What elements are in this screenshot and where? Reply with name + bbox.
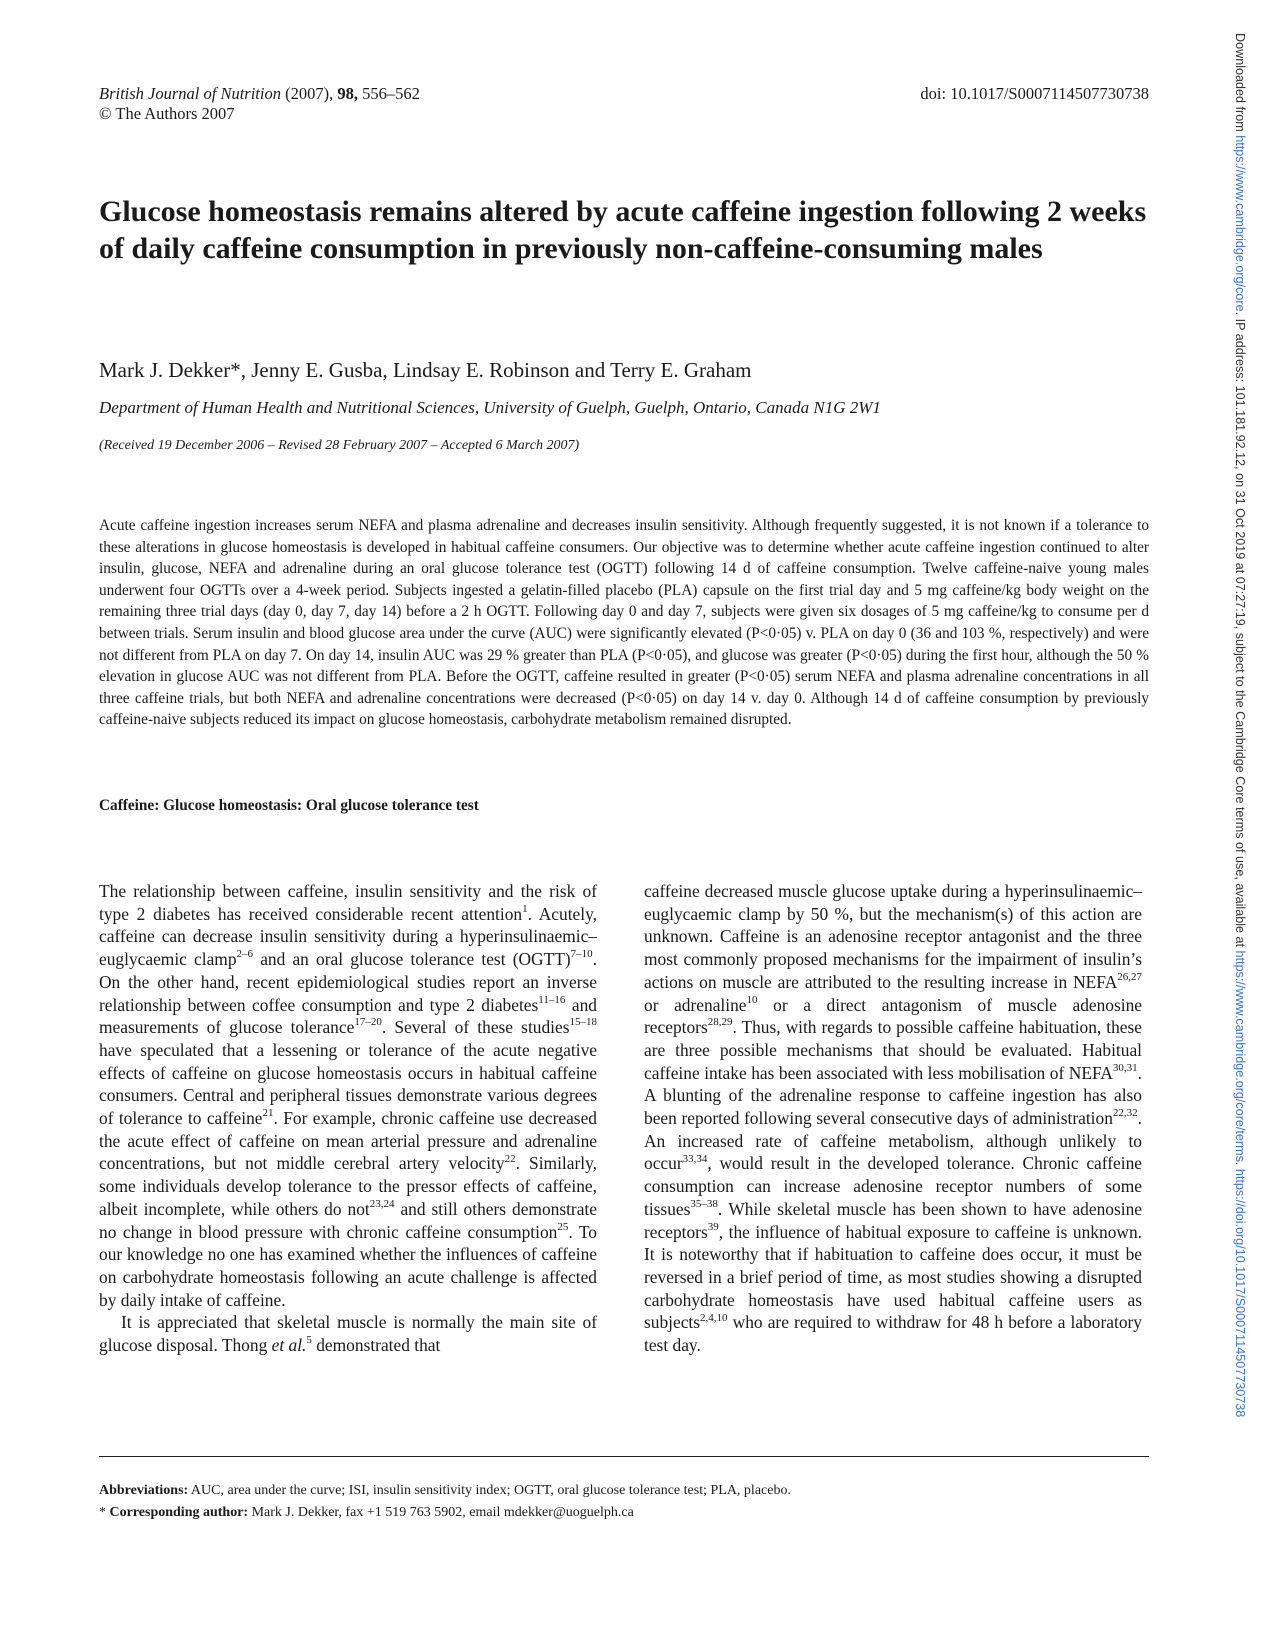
text-run: demonstrated that: [311, 1335, 441, 1356]
text-run: and an oral glucose tolerance test (OGTT): [253, 949, 571, 970]
journal-citation: [99, 84, 420, 124]
abstract: Acute caffeine ingestion increases serum NEFA and plasma adrenaline and decreases insulin sensitivity. Although frequently suggested, it is not known if a tolerance to these alterations in glucose homeostasis is developed in habitual caffeine consumers. Our objective was to determine whether acute caffeine ingestion continued to alter insulin, glucose, NEFA and adrenaline during an oral glucose tolerance test (OGTT) following 14 d of caffeine consumption. Twelve caffeine-naive young males underwent four OGTTs over a 4-week period. Subjects ingested a gelatin-filled placebo (PLA) capsule on the first trial day and 5 mg caffeine/kg body weight on the remaining three trial days (day 0, day 7, day 14) before a 2 h OGTT. Following day 0 and day 7, subjects were given six dosages of 5 mg caffeine/kg to consume per d between trials. Serum insulin and blood glucose area under the curve (AUC) were significantly elevated (P<0·05) v. PLA on day 0 (36 and 103 %, respectively) and were not different from PLA on day 7. On day 14, insulin AUC was 29 % greater than PLA (P<0·05), and glucose was greater (P<0·05) during the first hour, although the 50 % elevation in glucose AUC was not different from PLA. Before the OGTT, caffeine resulted in greater (P<0·05) serum NEFA and plasma adrenaline concentrations in all three caffeine trials, but both NEFA and adrenaline concentrations were decreased (P<0·05) on day 14 v. day 0. Although 14 d of caffeine consumption by previously caffeine-naive subjects reduced its impact on glucose homeostasis, carbohydrate metabolism remained disrupted.: [99, 517, 1149, 729]
citation-superscript: 17–20: [354, 1016, 382, 1029]
terms-link[interactable]: https://www.cambridge.org/core/terms: [1233, 950, 1247, 1162]
text-run: . A blunting of the adrenaline response to caffeine ingestion has also been reported following several consecutive days of administration: [644, 1062, 1142, 1129]
text-run: . Several of these studies: [381, 1017, 570, 1038]
citation-superscript: 2,4,10: [700, 1311, 728, 1324]
citation-superscript: 11–16: [538, 993, 566, 1006]
corresponding-text: Mark J. Dekker, fax +1 519 763 5902, email mdekker@uoguelph.ca: [248, 1505, 634, 1520]
citation-superscript: 30,31: [1112, 1061, 1138, 1074]
citation-superscript: 26,27: [1117, 971, 1142, 984]
body-column-right: [644, 880, 1142, 1357]
journal-year: (2007),: [285, 84, 334, 103]
footnote-divider: [99, 1456, 1149, 1457]
citation-superscript: 25: [557, 1220, 569, 1233]
text-run: who are required to withdraw for 48 h before a laboratory test day.: [644, 1312, 1142, 1356]
keywords: Caffeine: Glucose homeostasis: Oral glucose tolerance test: [99, 797, 479, 814]
text-run: and measurements of glucose tolerance: [99, 994, 597, 1038]
intro-paragraph-1: [99, 880, 597, 1311]
download-sidebar: [1229, 33, 1251, 1543]
citation-superscript: 1: [522, 902, 528, 915]
text-run: It is appreciated that skeletal muscle is normally the main site of glucose disposal. Thong: [99, 1312, 597, 1356]
doi: doi: 10.1017/S0007114507730738: [920, 84, 1149, 103]
corresponding-label: Corresponding author:: [109, 1505, 249, 1520]
citation-superscript: 2–6: [236, 948, 254, 961]
text-run: . Acutely, caffeine can decrease insulin sensitivity during a hyperinsulinaemic–euglycaemic clamp: [99, 903, 597, 970]
text-run: . An increased rate of caffeine metabolism, although unlikely to occur: [644, 1108, 1142, 1174]
text-run: . Thus, with regards to possible caffeine habituation, these are three possible mechanisms that should be evaluated. Habitual caffeine intake has been associated with less mobilisation of NEFA: [644, 1017, 1142, 1083]
intro-paragraph-3: [644, 880, 1142, 1357]
text-run: and still others demonstrate no change in blood pressure with chronic caffeine consumption: [99, 1198, 597, 1242]
download-notice: [1229, 33, 1251, 1417]
article-title: Glucose homeostasis remains altered by acute caffeine ingestion following 2 weeks of daily caffeine consumption in previously non-caffeine-consuming males: [99, 195, 1147, 265]
text-run: or adrenaline: [644, 994, 747, 1015]
download-sep: .: [1233, 1161, 1247, 1169]
received-dates: (Received 19 December 2006 – Revised 28 February 2007 – Accepted 6 March 2007): [99, 438, 580, 453]
abbreviations-label: Abbreviations:: [99, 1483, 189, 1498]
intro-paragraph-2: [99, 1311, 597, 1356]
text-run: or a direct antagonism of muscle adenosine receptors: [644, 994, 1143, 1038]
citation-superscript: 28,29: [707, 1016, 733, 1029]
corresponding-star: *: [99, 1505, 110, 1520]
citation-superscript: 10: [746, 993, 758, 1006]
citation-superscript: 22: [504, 1152, 516, 1165]
journal-pages: 556–562: [362, 84, 420, 103]
citation-superscript: 5: [306, 1334, 312, 1347]
citation-superscript: 39: [707, 1220, 719, 1233]
italic-text: et al.: [271, 1335, 307, 1356]
abbreviations-footnote: [99, 1482, 791, 1500]
text-run: . For example, chronic caffeine use decreased the acute effect of caffeine on mean arterial pressure and adrenaline concentrations, but not middle cerebral artery velocity: [99, 1108, 597, 1174]
text-run: , would result in the developed tolerance. Chronic caffeine consumption can increase adenosine receptor numbers of some tissues: [644, 1153, 1142, 1219]
citation-superscript: 22,32: [1112, 1107, 1138, 1120]
text-run: . On the other hand, recent epidemiological studies report an inverse relationship between coffee consumption and type 2 diabetes: [99, 949, 597, 1015]
text-run: , the influence of habitual exposure to caffeine is unknown. It is noteworthy that if habituation to caffeine does occur, it must be reversed in a brief period of time, as most studies showing a disrupted carbohydrate homeostasis have used habitual caffeine users as subjects: [644, 1221, 1142, 1333]
cambridge-core-link[interactable]: https://www.cambridge.org/core: [1233, 135, 1247, 312]
doi-link[interactable]: https://doi.org/10.1017/S0007114507730738: [1233, 1168, 1247, 1418]
citation-superscript: 7–10: [570, 948, 593, 961]
download-prefix: Downloaded from: [1233, 33, 1247, 136]
citation-superscript: 23,24: [369, 1198, 395, 1211]
text-run: . To our knowledge no one has examined whether the influences of caffeine on carbohydrate homeostasis following an acute challenge is affected by daily intake of caffeine.: [99, 1221, 598, 1310]
abbreviations-text: AUC, area under the curve; ISI, insulin sensitivity index; OGTT, oral glucose tolerance test; PLA, placebo.: [188, 1483, 791, 1498]
citation-superscript: 21: [262, 1107, 274, 1120]
copyright: © The Authors 2007: [99, 104, 235, 123]
download-middle: . IP address: 101.181.92.12, on 31 Oct 2019 at 07:27:19, subject to the Cambridge Core terms of use, available at: [1233, 311, 1247, 951]
citation-superscript: 35–38: [690, 1198, 718, 1211]
author-list: Mark J. Dekker*, Jenny E. Gusba, Lindsay E. Robinson and Terry E. Graham: [99, 358, 752, 382]
journal-name: British Journal of Nutrition: [99, 84, 281, 103]
text-run: The relationship between caffeine, insulin sensitivity and the risk of type 2 diabetes has received considerable recent attention: [99, 881, 597, 924]
citation-superscript: 15–18: [569, 1016, 597, 1029]
journal-volume: 98,: [337, 84, 358, 103]
text-run: . Similarly, some individuals develop tolerance to the pressor effects of caffeine, albeit incomplete, while others do not: [99, 1153, 597, 1219]
body-column-left: [99, 880, 597, 1357]
text-run: . While skeletal muscle has been shown to have adenosine receptors: [644, 1198, 1142, 1242]
corresponding-author-footnote: [99, 1504, 634, 1522]
citation-superscript: 33,34: [682, 1152, 708, 1165]
text-run: caffeine decreased muscle glucose uptake during a hyperinsulinaemic–euglycaemic clamp by 50 %, but the mechanism(s) of this action are unknown. Caffeine is an adenosine receptor antagonist and the three most commonly proposed mechanisms for the impairment of insulin’s actions on muscle are attributed to the resulting increase in NEFA: [644, 881, 1142, 992]
text-run: have speculated that a lessening or tolerance of the acute negative effects of caffeine on glucose homeostasis occurs in habitual caffeine consumers. Central and peripheral tissues demonstrate various degrees of tolerance to caffeine: [99, 1039, 597, 1129]
affiliation: Department of Human Health and Nutritional Sciences, University of Guelph, Guelph, Ontario, Canada N1G 2W1: [99, 398, 881, 417]
